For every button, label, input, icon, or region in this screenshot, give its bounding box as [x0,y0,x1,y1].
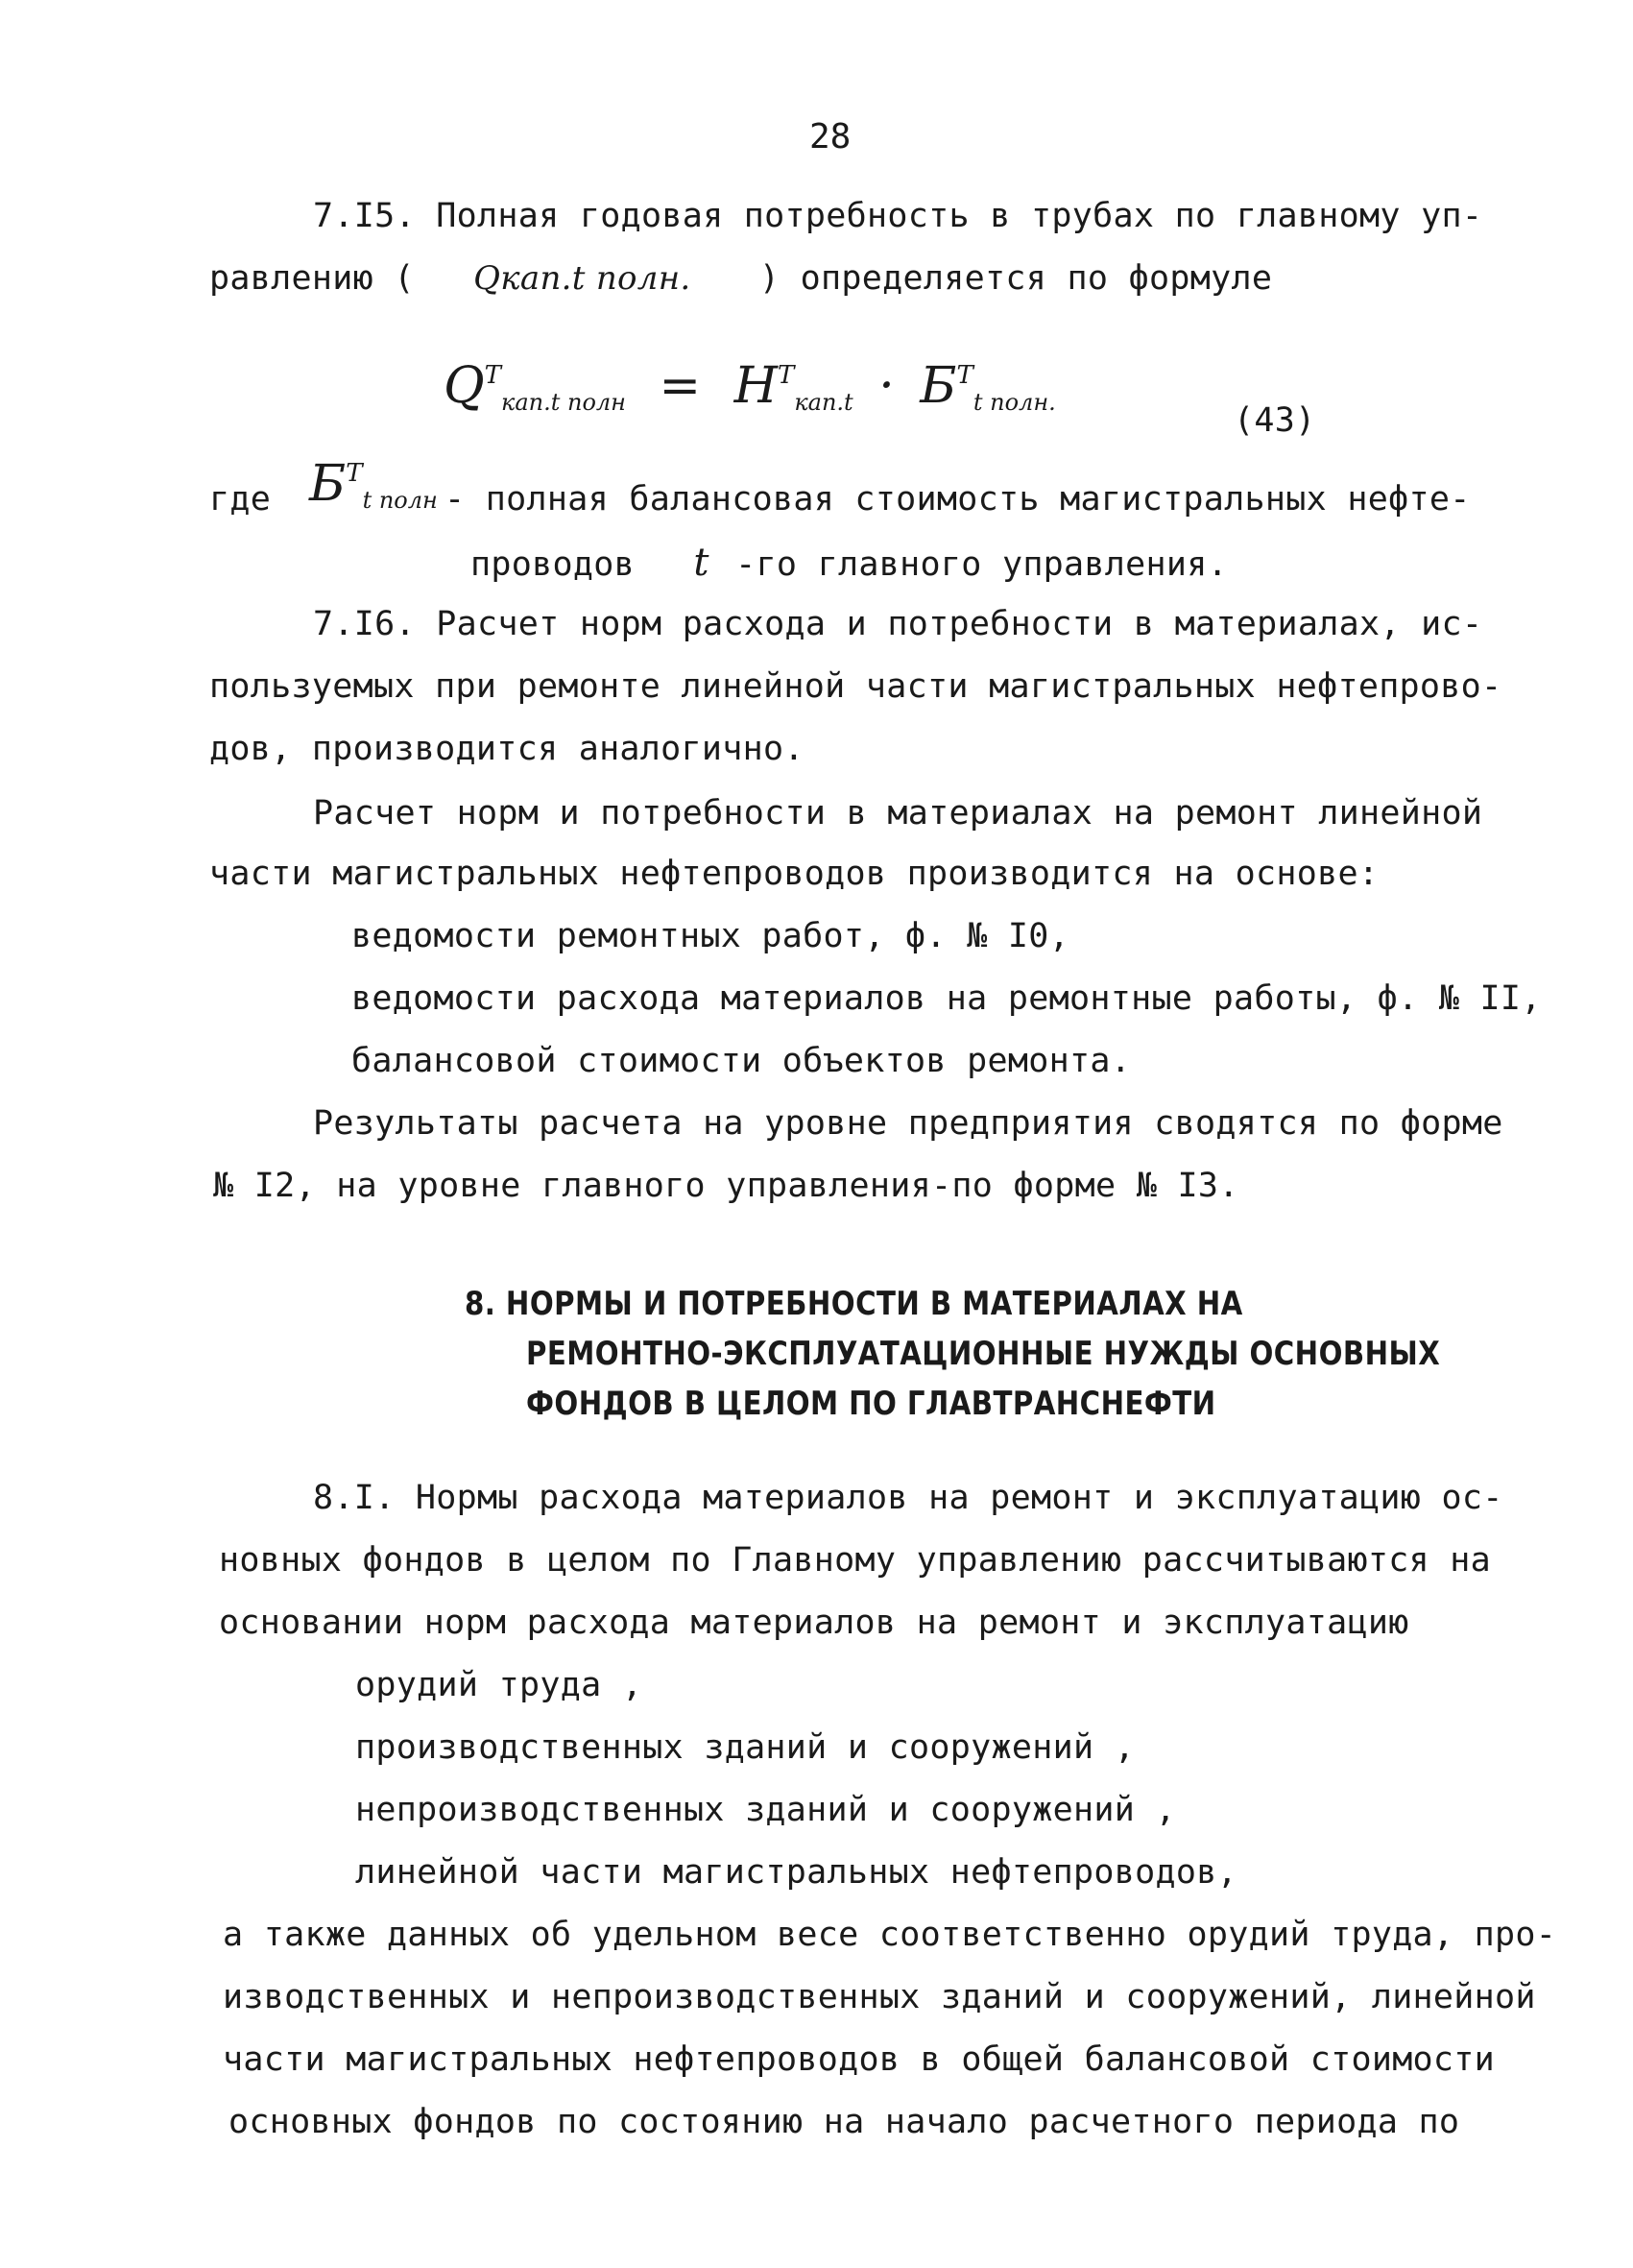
where-symbol [309,455,438,513]
section-7-15-line-2-end: ) определяется по формуле [758,259,1273,298]
formula-number: (43) [1234,401,1316,440]
basis-list-item-3: балансовой стоимости объектов ремонта. [351,1042,1132,1080]
formula-q: Q [444,357,485,415]
section-8-1-line-3: основании норм расхода материалов на ремонт и эксплуатацию [219,1604,1409,1642]
formula-equals: = [659,357,702,415]
formula-q-sub: кап.t полн [500,389,626,416]
formula-b-sub: t полн. [973,389,1056,416]
section-7-16-line-1: 7.I6. Расчет норм расхода и потребности в материалах, ис- [313,605,1483,643]
section-7-16-line-3: дов, производится аналогично. [209,730,804,768]
formula-dot: · [878,357,895,415]
formula-h-sub: кап.t [794,389,853,416]
results-line-1: Результаты расчета на уровне предприятия сводятся по форме [313,1104,1503,1143]
basis-line-1: Расчет норм и потребности в материалах на ремонт линейной [313,794,1483,832]
page-number: 28 [809,117,852,157]
section-8-1-tail-line-4: основных фондов по состоянию на начало расчетного периода по [228,2103,1460,2141]
section-8-1-list-item-3: непроизводственных зданий и сооружений , [355,1791,1176,1829]
section-8-1-list-item-1: орудий труда , [355,1666,643,1704]
section-8-1-line-1: 8.I. Нормы расхода материалов на ремонт и эксплуатацию ос- [313,1479,1503,1517]
section-7-15-line-2 [209,259,1272,298]
section-8-heading-line-1: 8. НОРМЫ И ПОТРЕБНОСТИ В МАТЕРИАЛАХ НА [465,1285,1243,1323]
section-8-1-list-item-4: линейной части магистральных нефтепроводов, [355,1853,1237,1892]
where-definition-1: - полная балансовая стоимость магистральных нефте- [444,480,1471,519]
where-label: где [209,480,272,519]
section-8-heading-line-2: РЕМОНТНО-ЭКСПЛУАТАЦИОННЫЕ НУЖДЫ ОСНОВНЫХ [526,1335,1441,1373]
results-line-2: № I2, на уровне главного управления-по форме № I3. [213,1167,1239,1205]
where-definition-2-end: -го главного управления. [735,545,1229,584]
formula-h: H [733,357,778,415]
where-definition-t: t [693,541,709,585]
where-definition-2 [470,541,1228,585]
inline-formula-q: Qкап.t полн. [473,259,691,298]
formula-43 [444,357,1056,415]
section-8-1-list-item-2: производственных зданий и сооружений , [355,1728,1136,1767]
section-8-1-tail-line-2: изводственных и непроизводственных зданий и сооружений, линейной [223,1978,1536,2016]
section-8-1-tail-line-1: а также данных об удельном весе соответственно орудий труда, про- [223,1916,1557,1954]
section-7-15-line-2-start: равлению ( [209,259,415,298]
where-symbol-sup: T [346,459,363,488]
formula-q-sup: T [484,361,501,390]
section-7-16-line-2: пользуемых при ремонте линейной части магистральных нефтепрово- [209,667,1502,706]
formula-h-sup: T [777,361,795,390]
basis-line-2: части магистральных нефтепроводов производится на основе: [209,855,1380,893]
formula-b-sup: T [956,361,973,390]
basis-list-item-2: ведомости расхода материалов на ремонтные работы, ф. № II, [351,979,1542,1018]
section-8-1-tail-line-3: части магистральных нефтепроводов в общей балансовой стоимости [223,2040,1496,2079]
where-symbol-sub: t полн [362,487,438,514]
basis-list-item-1: ведомости ремонтных работ, ф. № I0, [351,917,1070,955]
section-8-1-line-2: новных фондов в целом по Главному управлению рассчитываются на [219,1541,1492,1580]
where-symbol-b: Б [309,455,347,513]
formula-b: Б [920,357,957,415]
where-definition-2-start: проводов [470,545,635,584]
section-7-15-line-1: 7.I5. Полная годовая потребность в трубах по главному уп- [313,197,1483,235]
section-8-heading-line-3: ФОНДОВ В ЦЕЛОМ ПО ГЛАВТРАНСНЕФТИ [526,1385,1216,1423]
